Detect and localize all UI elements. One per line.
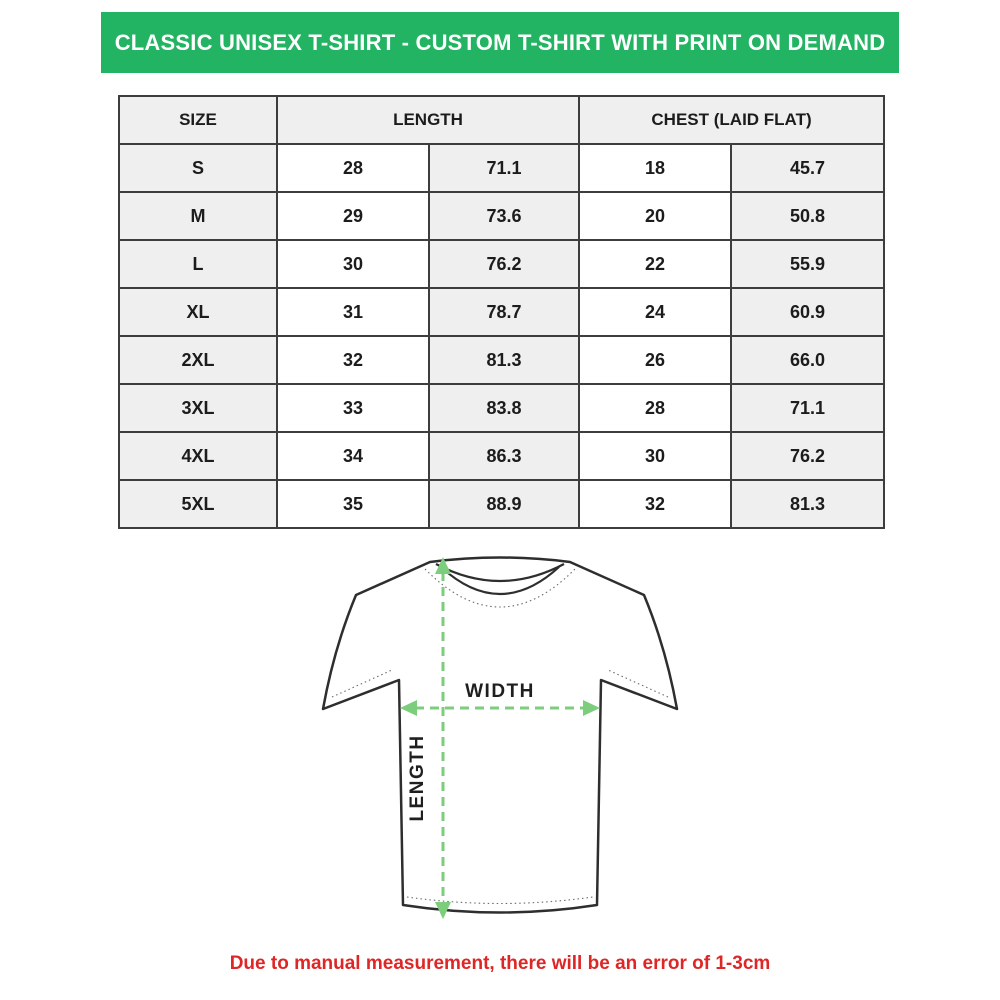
chest-cm-cell: 76.2 xyxy=(731,432,884,480)
size-cell: S xyxy=(119,144,277,192)
chest-in-cell: 32 xyxy=(579,480,731,528)
length-in-cell: 31 xyxy=(277,288,429,336)
length-in-cell: 34 xyxy=(277,432,429,480)
chest-cm-cell: 71.1 xyxy=(731,384,884,432)
length-cm-cell: 86.3 xyxy=(429,432,579,480)
size-cell: 4XL xyxy=(119,432,277,480)
table-row xyxy=(119,336,884,384)
chest-cm-cell: 81.3 xyxy=(731,480,884,528)
length-cm-cell: 76.2 xyxy=(429,240,579,288)
table-row xyxy=(119,384,884,432)
size-cell: 2XL xyxy=(119,336,277,384)
title-banner xyxy=(101,12,899,73)
column-header-length: LENGTH xyxy=(277,96,579,144)
table-row xyxy=(119,288,884,336)
length-in-cell: 33 xyxy=(277,384,429,432)
size-cell: 5XL xyxy=(119,480,277,528)
length-in-cell: 35 xyxy=(277,480,429,528)
table-row xyxy=(119,432,884,480)
size-cell: L xyxy=(119,240,277,288)
chest-in-cell: 28 xyxy=(579,384,731,432)
size-cell: XL xyxy=(119,288,277,336)
chest-cm-cell: 60.9 xyxy=(731,288,884,336)
size-cell: 3XL xyxy=(119,384,277,432)
tshirt-outline xyxy=(323,558,677,913)
chest-in-cell: 22 xyxy=(579,240,731,288)
length-cm-cell: 83.8 xyxy=(429,384,579,432)
table-row xyxy=(119,240,884,288)
length-cm-cell: 81.3 xyxy=(429,336,579,384)
size-chart-table xyxy=(118,95,885,529)
table-row xyxy=(119,480,884,528)
length-cm-cell: 73.6 xyxy=(429,192,579,240)
length-cm-cell: 88.9 xyxy=(429,480,579,528)
length-in-cell: 32 xyxy=(277,336,429,384)
length-label: LENGTH xyxy=(407,734,428,822)
chest-in-cell: 26 xyxy=(579,336,731,384)
column-header-chest: CHEST (LAID FLAT) xyxy=(579,96,884,144)
column-header-size: SIZE xyxy=(119,96,277,144)
length-in-cell: 29 xyxy=(277,192,429,240)
page-title: CLASSIC UNISEX T-SHIRT - CUSTOM T-SHIRT WITH PRINT ON DEMAND xyxy=(114,29,886,55)
table-header-row xyxy=(119,96,884,144)
chest-in-cell: 24 xyxy=(579,288,731,336)
chest-cm-cell: 66.0 xyxy=(731,336,884,384)
width-label: WIDTH xyxy=(465,681,535,702)
table-row xyxy=(119,192,884,240)
length-cm-cell: 78.7 xyxy=(429,288,579,336)
chest-in-cell: 20 xyxy=(579,192,731,240)
length-cm-cell: 71.1 xyxy=(429,144,579,192)
measurement-error-note: Due to manual measurement, there will be an error of 1-3cm xyxy=(229,953,771,974)
length-in-cell: 30 xyxy=(277,240,429,288)
table-row xyxy=(119,144,884,192)
size-cell: M xyxy=(119,192,277,240)
length-in-cell: 28 xyxy=(277,144,429,192)
chest-in-cell: 30 xyxy=(579,432,731,480)
chest-in-cell: 18 xyxy=(579,144,731,192)
chest-cm-cell: 50.8 xyxy=(731,192,884,240)
chest-cm-cell: 55.9 xyxy=(731,240,884,288)
tshirt-measurement-diagram xyxy=(320,548,680,933)
chest-cm-cell: 45.7 xyxy=(731,144,884,192)
